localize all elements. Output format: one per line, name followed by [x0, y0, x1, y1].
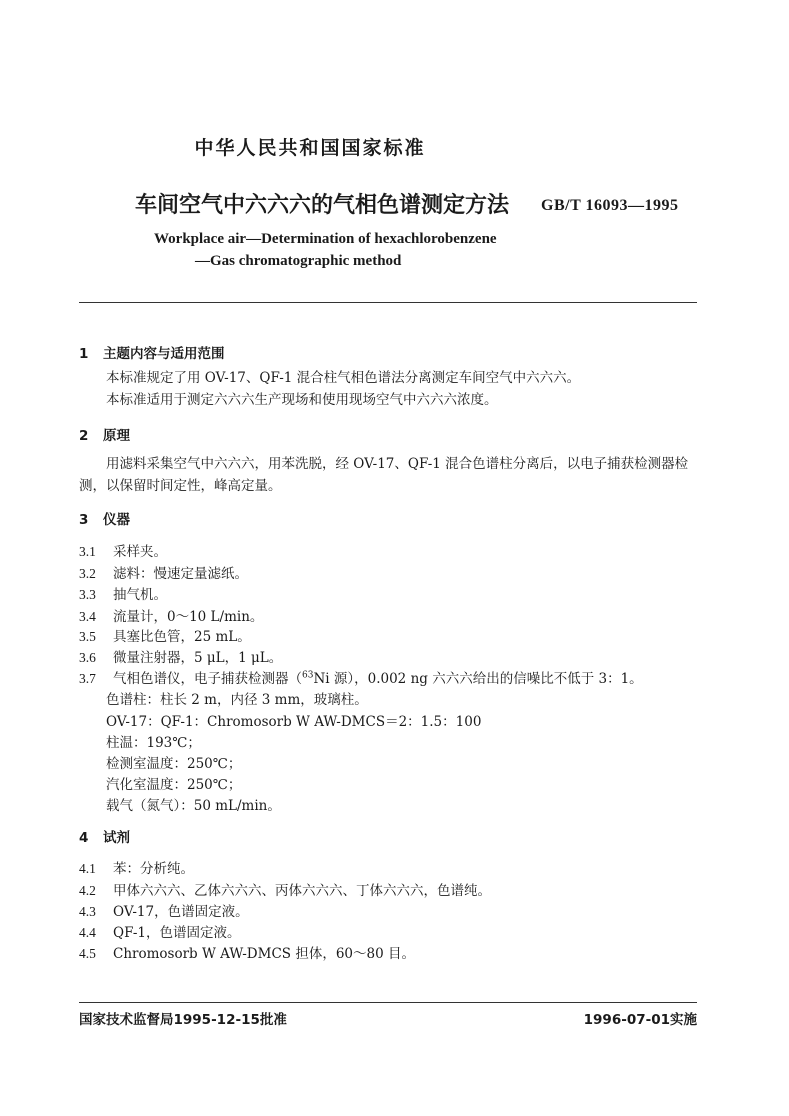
- paragraph: 本标准适用于测定六六六生产现场和使用现场空气中六六六浓度。: [106, 392, 498, 408]
- item-number: 3.2: [79, 566, 96, 581]
- detail-line: OV-17：QF-1：Chromosorb W AW-DMCS＝2：1.5：100: [106, 714, 482, 730]
- list-item: [79, 921, 240, 941]
- item-number: 4.4: [79, 925, 96, 940]
- list-item: [79, 540, 167, 560]
- item-number: 4.5: [79, 946, 96, 961]
- item-text: 甲体六六六、乙体六六六、丙体六六六、丁体六六六，色谱纯。: [113, 883, 491, 899]
- list-item: [79, 879, 491, 899]
- approval-date: 国家技术监督局1995-12-15批准: [79, 1012, 287, 1028]
- list-item: [79, 942, 415, 962]
- item-text-pre: 气相色谱仪，电子捕获检测器（: [113, 671, 302, 687]
- section-title: 仪器: [103, 512, 130, 528]
- national-standard-heading: 中华人民共和国国家标准: [194, 137, 426, 159]
- section-2-heading: [79, 424, 130, 444]
- list-item: [79, 857, 194, 877]
- item-text: QF-1，色谱固定液。: [113, 925, 241, 941]
- detail-line: 检测室温度：250℃；: [106, 756, 242, 772]
- item-text: Chromosorb W AW-DMCS 担体，60～80 目。: [113, 946, 415, 962]
- item-text: [113, 671, 643, 687]
- document-title-en-line2: —Gas chromatographic method: [195, 253, 402, 269]
- list-item: [79, 583, 167, 603]
- document-title-en-line1: Workplace air—Determination of hexachlorobenzene: [154, 231, 497, 247]
- item-text: 苯：分析纯。: [113, 861, 194, 877]
- item-number: 4.2: [79, 883, 96, 898]
- paragraph-continuation: 测，以保留时间定性，峰高定量。: [79, 478, 282, 494]
- list-item: [79, 900, 249, 920]
- header-divider: [79, 302, 697, 303]
- detail-line: 柱温：193℃；: [106, 735, 201, 751]
- item-number: 3.5: [79, 629, 96, 644]
- item-number: 4.1: [79, 861, 96, 876]
- item-text: 具塞比色管，25 mL。: [113, 629, 251, 645]
- section-number: 4: [79, 830, 89, 846]
- item-text: 微量注射器，5 μL，1 μL。: [113, 650, 283, 666]
- list-item: [79, 646, 282, 666]
- item-text: 采样夹。: [113, 544, 167, 560]
- section-3-heading: [79, 508, 130, 528]
- implementation-date: 1996-07-01实施: [583, 1012, 697, 1028]
- section-title: 试剂: [103, 830, 130, 846]
- section-1-heading: [79, 342, 225, 362]
- item-number: 3.7: [79, 671, 96, 686]
- item-text: OV-17，色谱固定液。: [113, 904, 249, 920]
- paragraph: 本标准规定了用 OV-17、QF-1 混合柱气相色谱法分离测定车间空气中六六六。: [106, 370, 581, 386]
- item-text: 流量计，0～10 L/min。: [113, 609, 264, 625]
- list-item: [79, 562, 248, 582]
- isotope-superscript: 63: [302, 670, 314, 681]
- item-text: 抽气机。: [113, 587, 167, 603]
- item-number: 3.1: [79, 544, 96, 559]
- section-number: 2: [79, 428, 89, 444]
- section-number: 3: [79, 512, 89, 528]
- section-number: 1: [79, 346, 89, 362]
- detail-line: 载气（氮气）：50 mL/min。: [106, 798, 281, 814]
- paragraph: 用滤料采集空气中六六六，用苯洗脱，经 OV-17、QF-1 混合色谱柱分离后，以电子捕获检测器检: [106, 456, 689, 472]
- item-text-post: Ni 源），0.002 ng 六六六给出的信噪比不低于 3：1。: [313, 671, 643, 687]
- list-item: [79, 605, 263, 625]
- item-number: 3.3: [79, 587, 96, 602]
- document-title-cn: 车间空气中六六六的气相色谱测定方法: [135, 193, 510, 218]
- item-number: 3.6: [79, 650, 96, 665]
- section-title: 原理: [103, 428, 130, 444]
- standard-code: GB/T 16093—1995: [541, 197, 679, 214]
- section-4-heading: [79, 826, 130, 846]
- detail-line: 汽化室温度：250℃；: [106, 777, 242, 793]
- item-number: 4.3: [79, 904, 96, 919]
- list-item: [79, 667, 643, 687]
- footer-divider: [79, 1002, 697, 1003]
- section-title: 主题内容与适用范围: [103, 346, 225, 362]
- item-text: 滤料：慢速定量滤纸。: [113, 566, 248, 582]
- list-item: [79, 625, 251, 645]
- item-number: 3.4: [79, 609, 96, 624]
- detail-line: 色谱柱：柱长 2 m，内径 3 mm，玻璃柱。: [106, 692, 368, 708]
